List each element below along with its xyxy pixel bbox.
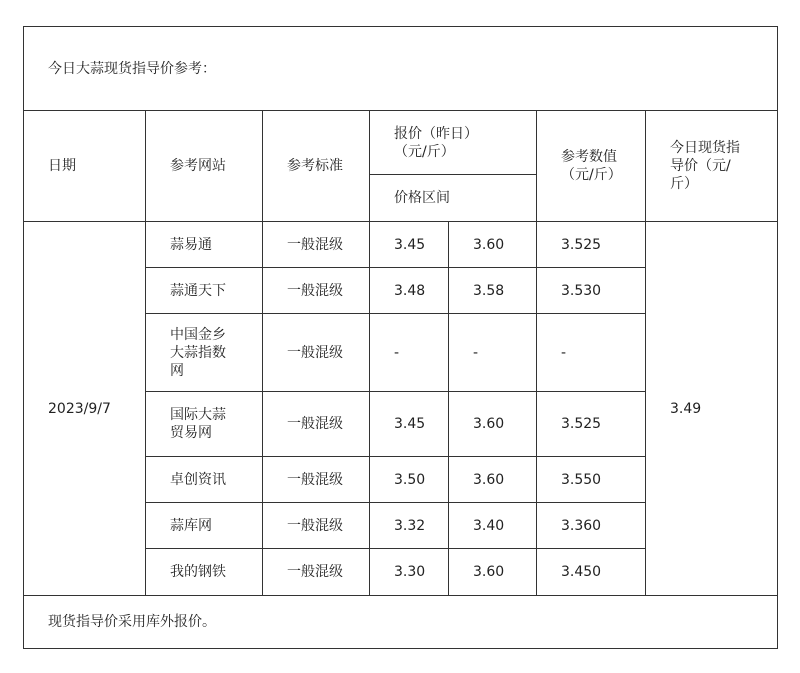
low-price-cell: - [370, 314, 449, 392]
low-price-cell: 3.30 [370, 549, 449, 596]
high-price-cell: - [449, 314, 537, 392]
high-price-cell: 3.60 [449, 457, 537, 503]
header-standard: 参考标准 [263, 111, 370, 222]
low-price-cell: 3.45 [370, 222, 449, 268]
table-row [24, 222, 778, 268]
site-cell: 我的钢铁 [146, 549, 263, 596]
header-quote [370, 111, 537, 175]
ref-value-cell: 3.360 [537, 503, 646, 549]
high-price-cell: 3.40 [449, 503, 537, 549]
ref-value-cell: 3.525 [537, 392, 646, 457]
site-cell-label: 国际大蒜贸易网 [170, 407, 226, 441]
site-cell [146, 314, 263, 392]
header-date: 日期 [24, 111, 146, 222]
site-cell: 蒜库网 [146, 503, 263, 549]
high-price-cell: 3.60 [449, 549, 537, 596]
low-price-cell: 3.32 [370, 503, 449, 549]
ref-value-cell: 3.530 [537, 268, 646, 314]
standard-cell: 一般混级 [263, 314, 370, 392]
standard-cell: 一般混级 [263, 222, 370, 268]
header-today-price [646, 111, 778, 222]
standard-cell: 一般混级 [263, 268, 370, 314]
low-price-cell: 3.48 [370, 268, 449, 314]
standard-cell: 一般混级 [263, 503, 370, 549]
high-price-cell: 3.58 [449, 268, 537, 314]
standard-cell: 一般混级 [263, 392, 370, 457]
header-today-price-label: 今日现货指导价（元/斤） [670, 140, 740, 192]
ref-value-cell: 3.450 [537, 549, 646, 596]
ref-value-cell: - [537, 314, 646, 392]
intro-text: 今日大蒜现货指导价参考： [24, 27, 778, 111]
price-table [23, 26, 778, 649]
low-price-cell: 3.45 [370, 392, 449, 457]
high-price-cell: 3.60 [449, 222, 537, 268]
header-site: 参考网站 [146, 111, 263, 222]
standard-cell: 一般混级 [263, 549, 370, 596]
site-cell [146, 392, 263, 457]
ref-value-cell: 3.525 [537, 222, 646, 268]
today-price-cell: 3.49 [646, 222, 778, 596]
header-quote-label: 报价（昨日）（元/斤） [394, 125, 478, 160]
site-cell: 蒜易通 [146, 222, 263, 268]
ref-value-cell: 3.550 [537, 457, 646, 503]
site-cell-label: 中国金乡大蒜指数网 [170, 326, 226, 379]
header-range: 价格区间 [370, 175, 537, 222]
footnote: 现货指导价采用库外报价。 [24, 596, 778, 649]
site-cell: 蒜通天下 [146, 268, 263, 314]
standard-cell: 一般混级 [263, 457, 370, 503]
date-cell: 2023/9/7 [24, 222, 146, 596]
low-price-cell: 3.50 [370, 457, 449, 503]
header-ref-value-label: 参考数值（元/斤） [561, 149, 622, 183]
header-ref-value [537, 111, 646, 222]
site-cell: 卓创资讯 [146, 457, 263, 503]
high-price-cell: 3.60 [449, 392, 537, 457]
